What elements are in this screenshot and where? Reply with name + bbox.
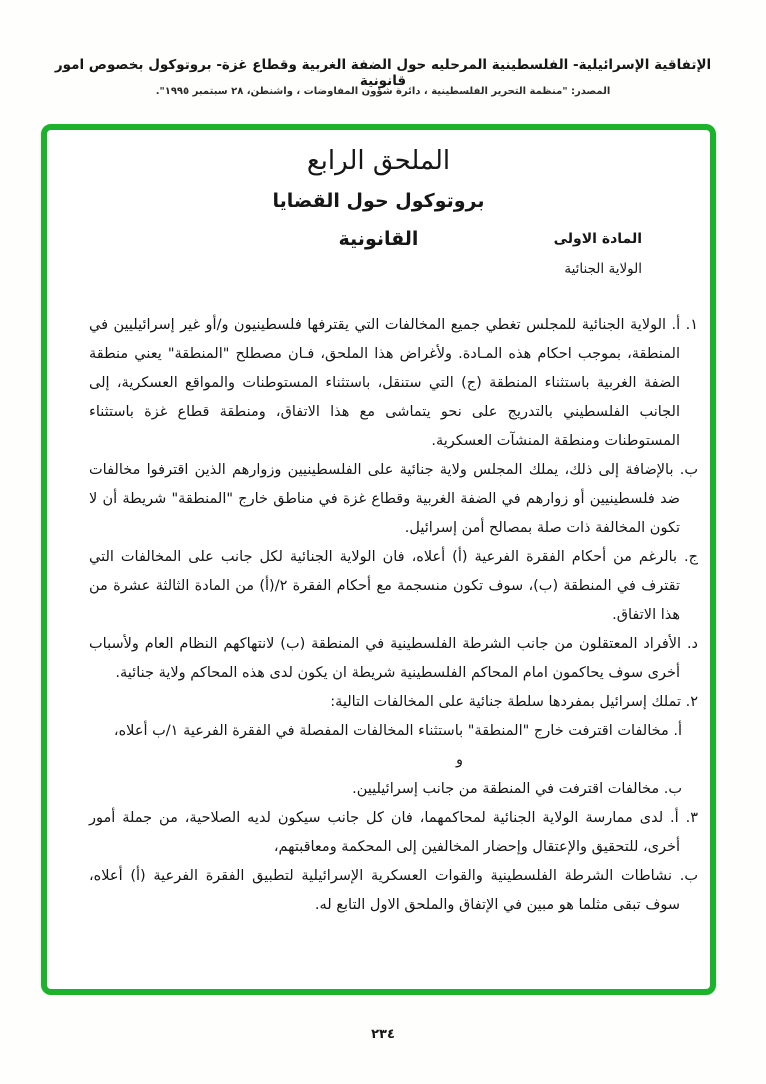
protocol-title-line2: القانونية bbox=[338, 228, 419, 250]
paragraph-text: نشاطات الشرطة الفلسطينية والقوات العسكرية الإسرائيلية لتطبيق الفقرة الفرعية (أ) أعلاه، سوف تبقى مثلما هو مبين في الإتفاق والملحق الاول التابع له. bbox=[89, 868, 680, 913]
article-body bbox=[89, 311, 698, 920]
paragraph-text: لدى ممارسة الولاية الجنائية لمحاكمهما، فان كل جانب سيكون لديه الصلاحية، من جملة أمور أخرى، للتحقيق والإعتقال وإحضار المخالفين إلى المحكمة ومعاقبتهم، bbox=[89, 810, 680, 855]
paragraph-label: ٢. bbox=[685, 694, 698, 710]
paragraph-text: الأفراد المعتقلون من جانب الشرطة الفلسطينية في المنطقة (ب) لانتهاكهم النظام العام ولأسباب أخرى سوف يحاكمون امام المحاكم الفلسطينية شريطة ان يكون لدى هذه المحاكم ولاية جنائية. bbox=[89, 636, 682, 681]
paragraph-text: مخالفات اقترفت في المنطقة من جانب إسرائيليين. bbox=[352, 781, 660, 797]
annex-title: الملحق الرابع bbox=[306, 146, 451, 176]
paragraph-2a bbox=[89, 717, 698, 746]
paragraph-label: ١. أ. bbox=[671, 317, 699, 333]
paragraph-text: مخالفات اقترفت خارج "المنطقة" باستثناء المخالفات المفصلة في الفقرة الفرعية ١/ب أعلاه، bbox=[113, 723, 669, 739]
paragraph-text: بالرغم من أحكام الفقرة الفرعية (أ) أعلاه، فان الولاية الجنائية لكل جانب على المخالفات التي تقترف في المنطقة (ب)، سوف تكون منسجمة مع أحكام الفقرة ٢/(أ) من المادة الثالثة عشرة من هذا الاتفاق. bbox=[89, 549, 680, 623]
paragraph-label: ج. bbox=[684, 549, 698, 565]
paragraph-1c bbox=[89, 543, 698, 630]
paragraph-1b bbox=[89, 456, 698, 543]
paragraph-2 bbox=[89, 688, 698, 717]
criminal-jurisdiction-subheading: الولاية الجنائية bbox=[564, 261, 642, 277]
paragraph-2b bbox=[89, 775, 698, 804]
document-header-title: الإتفاقية الإسرائيلية- الفلسطينية المرحليه حول الضفة الغربية وقطاع غزة- بروتوكول بخصوص امور قانونية bbox=[54, 57, 712, 89]
protocol-title-line1: بروتوكول حول القضايا bbox=[272, 190, 485, 212]
paragraph-text: تملك إسرائيل بمفردها سلطة جنائية على المخالفات التالية: bbox=[330, 694, 681, 710]
paragraph-label: أ. bbox=[673, 723, 682, 739]
paragraph-text: و bbox=[455, 752, 463, 768]
paragraph-label: د. bbox=[686, 636, 699, 652]
paragraph-1a bbox=[89, 311, 698, 456]
paragraph-label: ب. bbox=[663, 781, 682, 797]
article-one-heading: المادة الاولى bbox=[553, 231, 642, 247]
conjunction-waw bbox=[89, 746, 698, 775]
paragraph-label: ٣. أ. bbox=[670, 810, 699, 826]
green-border-frame bbox=[41, 124, 716, 995]
paragraph-text: الولاية الجنائية للمجلس تغطي جميع المخالفات التي يقترفها فلسطينيون و/أو غير إسرائيليين في المنطقة، بموجب احكام هذه المـادة. ولأغراض هذا الملحق، فـان مصطلح "المنطقة" يعني منطقة الضفة الغربية باستثناء المنطقة (ج) التي ستنقل، باستثناء المستوطنات والمواقع العسكرية، إلى الجانب الفلسطيني بالتدريج على نحو يتماشى مع هذا الاتفاق، ومنطقة قطاع غزة باستثناء المستوطنات ومنطقة المنشآت العسكرية. bbox=[89, 317, 680, 449]
page-number: ٢٣٤ bbox=[371, 1027, 395, 1042]
paragraph-label: ب. bbox=[679, 868, 699, 884]
paragraph-3a bbox=[89, 804, 698, 862]
document-source-line: المصدر: "منظمة التحرير الفلسطينية ، دائرة شؤون المفاوضات ، واشنطن، ٢٨ سبتمبر ١٩٩٥". bbox=[155, 86, 611, 97]
paragraph-label: ب. bbox=[679, 462, 698, 478]
paragraph-text: بالإضافة إلى ذلك، يملك المجلس ولاية جنائية على الفلسطينيين وزوارهم الذين اقترفوا مخالفات ضد فلسطينيين أو زوارهم في الضفة الغربية وقطاع غزة في مناطق خارج "المنطقة" شريطة أن لا تكون المخالفة ذات صلة بمصالح أمن إسرائيل. bbox=[89, 462, 680, 536]
paragraph-1d bbox=[89, 630, 698, 688]
paragraph-3b bbox=[89, 862, 698, 920]
